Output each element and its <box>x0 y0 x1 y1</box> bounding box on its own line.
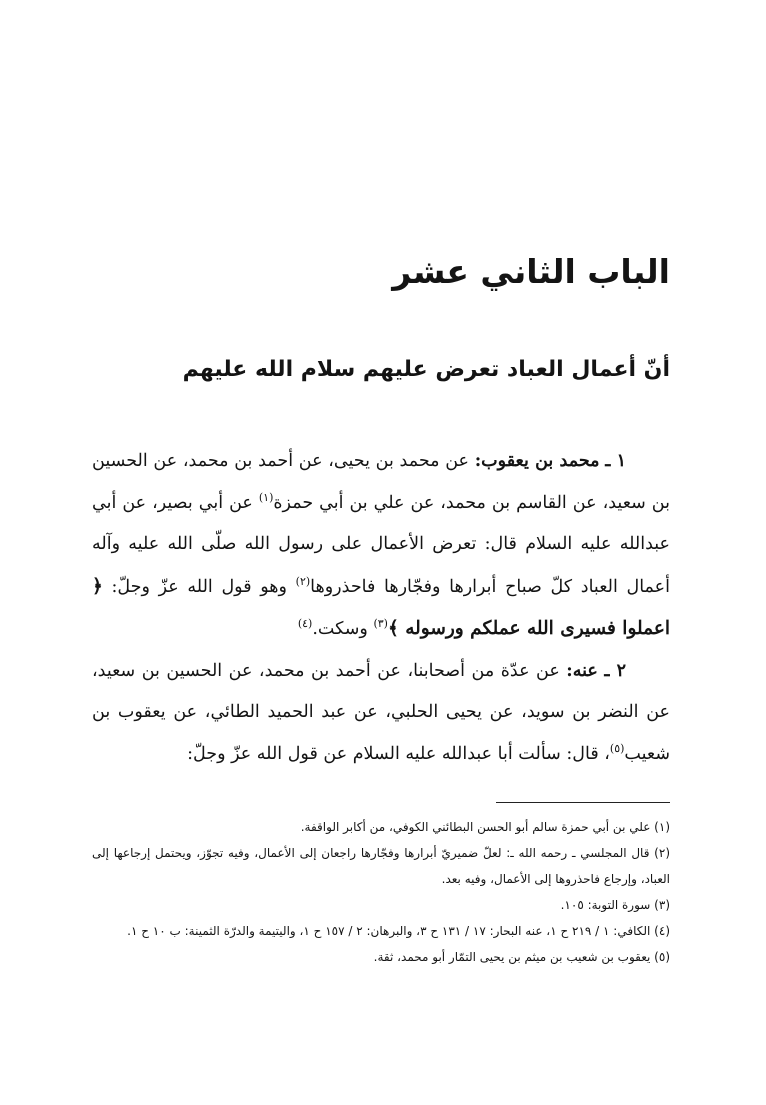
hadith-1 <box>92 441 670 651</box>
footnote-5: (٥) يعقوب بن شعيب بن ميثم بن يحيى التمّار أبو محمد، ثقة. <box>373 950 670 964</box>
hadith-text: وهو قول الله عزّ وجلّ: <box>111 576 287 597</box>
footnote-divider <box>496 802 670 803</box>
footnote-ref: (٣) <box>373 617 388 631</box>
hadith-text: عن محمد بن يحيى، عن أحمد بن محمد، عن الحسين بن سعيد، عن القاسم بن محمد، عن علي بن أبي حمزة <box>92 451 670 513</box>
footnote-4: (٤) الكافي: ١ / ٢١٩ ح ١، عنه البحار: ١٧ / ١٣١ ح ٣، والبرهان: ٢ / ١٥٧ ح ١، واليتيمة والدرّة الثمينة: ب ١٠ ح ١. <box>127 924 670 938</box>
hadith-text: وسكت. <box>312 619 368 639</box>
hadith-narrator: محمد بن يعقوب: <box>474 451 600 471</box>
chapter-subtitle: أنّ أعمال العباد تعرض عليهم سلام الله عليهم <box>182 357 670 382</box>
footnote-1: (١) علي بن أبي حمزة سالم أبو الحسن البطائني الكوفي، من أكابر الواقفة. <box>300 820 670 834</box>
footnote-ref: (٥) <box>609 741 625 755</box>
main-text <box>92 441 670 775</box>
hadith-narrator: عنه: <box>566 660 598 681</box>
hadith-text: عن عدّة من أصحابنا، عن أحمد بن محمد، عن الحسين بن سعيد، عن النضر بن سويد، عن يحيى الحلبي، عن عبد الحميد الطائي، عن يعقوب بن شعيب <box>92 660 670 764</box>
quran-verse: ﴿ اعملوا فسيرى الله عملكم ورسوله ﴾ <box>92 575 670 639</box>
chapter-title: الباب الثاني عشر <box>392 252 670 291</box>
footnote-2: (٢) قال المجلسي ـ رحمه الله ـ: لعلّ ضميريّ أبرارها وفجّارها راجعان إلى الأعمال، وفيه تجوّز، ويحتمل إرجاعها إلى العباد، وإرجاع فاحذروها إلى الأعمال، وفيه بعد. <box>92 846 670 886</box>
hadith-2 <box>92 651 670 776</box>
footnote-ref: (١) <box>258 490 274 504</box>
footnote-ref: (٢) <box>295 574 311 588</box>
footnote-3: (٣) سورة التوبة: ١٠٥. <box>560 898 670 912</box>
hadith-number: ٢ ـ <box>604 660 626 681</box>
footnotes <box>92 814 670 970</box>
hadith-text: ، قال: سألت أبا عبدالله عليه السلام عن قول الله عزّ وجلّ: <box>187 743 610 764</box>
footnote-ref: (٤) <box>297 617 313 631</box>
hadith-number: ١ ـ <box>605 451 626 471</box>
hadith-text: عن أبي بصير، عن أبي عبدالله عليه السلام قال: تعرض الأعمال على رسول الله صلّى الله عليه وآله أعمال العباد كلّ صباح أبرارها وفجّارها فاحذروها <box>92 492 670 597</box>
